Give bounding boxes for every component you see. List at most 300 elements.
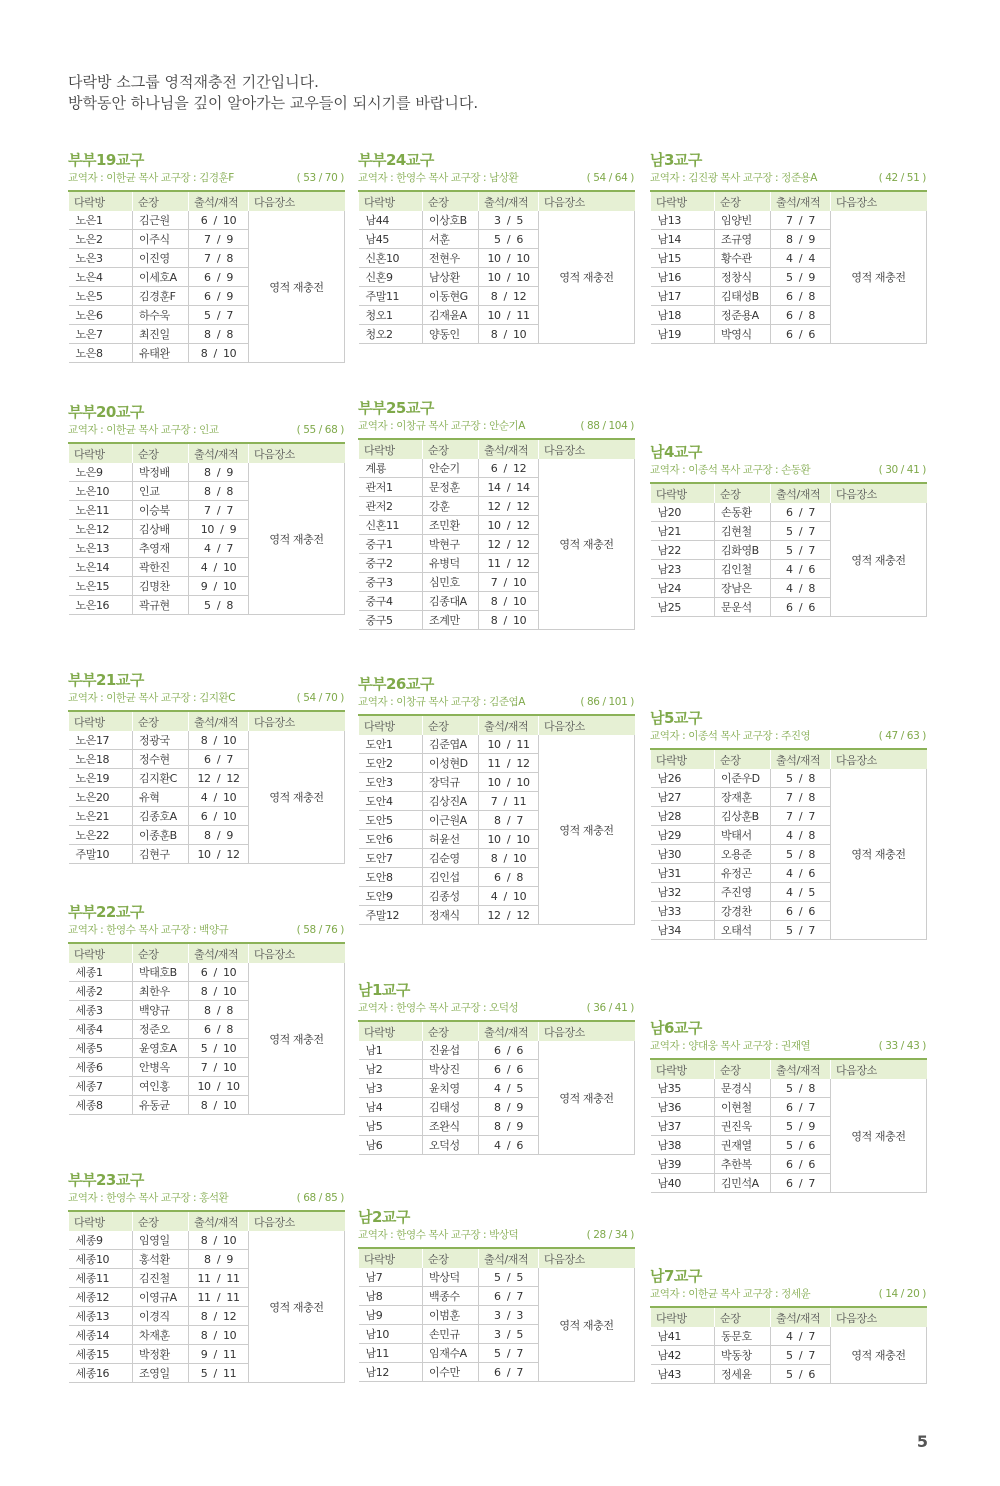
- district-group: [68, 1170, 344, 1383]
- attendance-cell: 5 / 9: [771, 268, 831, 287]
- district-staff: 교역자 : 이한균 목사 교구장 : 정세윤: [650, 1288, 811, 1300]
- leader-cell: 장덕규: [423, 773, 479, 792]
- district-attendance-total: ( 53 / 70 ): [296, 172, 344, 184]
- leader-cell: 정재식: [423, 906, 479, 925]
- room-cell: 남8: [359, 1287, 423, 1306]
- room-cell: 도안8: [359, 868, 423, 887]
- room-cell: 노은9: [69, 463, 133, 482]
- attendance-cell: 10 / 10: [479, 268, 539, 287]
- room-cell: 신혼10: [359, 249, 423, 268]
- attendance-cell: 5 / 8: [189, 596, 249, 615]
- column-header: 다음장소: [831, 483, 927, 503]
- room-cell: 중구5: [359, 611, 423, 630]
- room-cell: 중구2: [359, 554, 423, 573]
- next-place-cell: 영적 재충전: [249, 731, 345, 864]
- column-header: 순장: [715, 483, 771, 503]
- leader-cell: 김태성B: [715, 287, 771, 306]
- attendance-cell: 4 / 8: [771, 826, 831, 845]
- district-staff: 교역자 : 이창규 목사 교구장 : 김준엽A: [358, 696, 526, 708]
- district-table: [650, 1306, 927, 1384]
- room-cell: 노은2: [69, 230, 133, 249]
- table-header-row: [651, 749, 927, 769]
- district-info: [358, 1227, 634, 1243]
- room-cell: 남9: [359, 1306, 423, 1325]
- column-header: 출석/재적: [189, 443, 249, 463]
- column-header: 다음장소: [831, 749, 927, 769]
- room-cell: 관저1: [359, 478, 423, 497]
- attendance-cell: 6 / 6: [479, 1041, 539, 1060]
- leader-cell: 박정환: [133, 1345, 189, 1364]
- room-cell: 세종10: [69, 1250, 133, 1269]
- room-cell: 중구1: [359, 535, 423, 554]
- column-header: 다락방: [359, 439, 423, 459]
- room-cell: 노은19: [69, 769, 133, 788]
- attendance-cell: 4 / 7: [189, 539, 249, 558]
- leader-cell: 김준엽A: [423, 735, 479, 754]
- district-attendance-total: ( 14 / 20 ): [878, 1288, 926, 1300]
- attendance-cell: 8 / 10: [479, 325, 539, 344]
- attendance-cell: 10 / 10: [479, 830, 539, 849]
- attendance-cell: 6 / 6: [771, 325, 831, 344]
- district-info: [68, 1190, 344, 1206]
- attendance-cell: 7 / 10: [189, 1058, 249, 1077]
- leader-cell: 정세윤: [715, 1365, 771, 1384]
- table-header-row: [69, 943, 345, 963]
- room-cell: 세종15: [69, 1345, 133, 1364]
- column-header: 다락방: [69, 711, 133, 731]
- leader-cell: 인교: [133, 482, 189, 501]
- attendance-cell: 8 / 8: [189, 482, 249, 501]
- room-cell: 노은1: [69, 211, 133, 230]
- room-cell: 관저2: [359, 497, 423, 516]
- room-cell: 노은21: [69, 807, 133, 826]
- attendance-cell: 10 / 9: [189, 520, 249, 539]
- attendance-cell: 8 / 10: [189, 344, 249, 363]
- attendance-cell: 7 / 9: [189, 230, 249, 249]
- district-staff: 교역자 : 양대웅 목사 교구장 : 권재열: [650, 1040, 811, 1052]
- room-cell: 남23: [651, 560, 715, 579]
- next-place-cell: 영적 재충전: [831, 769, 927, 940]
- column-header: 다락방: [69, 191, 133, 211]
- district-title: 부부23교구: [68, 1171, 144, 1189]
- leader-cell: 동문호: [715, 1327, 771, 1346]
- room-cell: 노은10: [69, 482, 133, 501]
- room-cell: 세종4: [69, 1020, 133, 1039]
- column-header: 다락방: [651, 1307, 715, 1327]
- attendance-cell: 6 / 8: [771, 306, 831, 325]
- leader-cell: 박동창: [715, 1346, 771, 1365]
- leader-cell: 박영식: [715, 325, 771, 344]
- leader-cell: 김진철: [133, 1269, 189, 1288]
- column-header: 다음장소: [539, 191, 635, 211]
- column-header: 순장: [423, 1248, 479, 1268]
- room-cell: 세종2: [69, 982, 133, 1001]
- table-header-row: [69, 443, 345, 463]
- next-place-cell: 영적 재충전: [249, 463, 345, 615]
- next-place-cell: 영적 재충전: [539, 211, 635, 344]
- leader-cell: 김화영B: [715, 541, 771, 560]
- column-header: 출석/재적: [479, 439, 539, 459]
- room-cell: 노은20: [69, 788, 133, 807]
- district-table: [68, 710, 345, 864]
- leader-cell: 최진일: [133, 325, 189, 344]
- leader-cell: 강훈: [423, 497, 479, 516]
- attendance-cell: 6 / 6: [771, 598, 831, 617]
- column-header: 출석/재적: [771, 1059, 831, 1079]
- attendance-cell: 4 / 6: [771, 864, 831, 883]
- attendance-cell: 6 / 7: [189, 750, 249, 769]
- attendance-cell: 11 / 12: [479, 754, 539, 773]
- next-place-cell: 영적 재충전: [249, 1231, 345, 1383]
- attendance-cell: 8 / 10: [189, 731, 249, 750]
- attendance-cell: 8 / 9: [479, 1098, 539, 1117]
- room-cell: 남6: [359, 1136, 423, 1155]
- room-cell: 주말12: [359, 906, 423, 925]
- column-header: 다락방: [69, 943, 133, 963]
- room-cell: 세종16: [69, 1364, 133, 1383]
- attendance-cell: 10 / 11: [479, 306, 539, 325]
- room-cell: 남7: [359, 1268, 423, 1287]
- attendance-cell: 7 / 7: [771, 211, 831, 230]
- attendance-cell: 5 / 8: [771, 1079, 831, 1098]
- next-place-cell: 영적 재충전: [539, 1268, 635, 1382]
- column-header: 다음장소: [249, 443, 345, 463]
- attendance-cell: 8 / 10: [479, 611, 539, 630]
- attendance-cell: 6 / 7: [479, 1363, 539, 1382]
- district-info: [650, 1286, 926, 1302]
- leader-cell: 안병옥: [133, 1058, 189, 1077]
- leader-cell: 정준용A: [715, 306, 771, 325]
- district-info: [358, 418, 634, 434]
- room-cell: 노은4: [69, 268, 133, 287]
- column-header: 출석/재적: [479, 1248, 539, 1268]
- table-row: [69, 463, 345, 482]
- attendance-cell: 6 / 8: [189, 1020, 249, 1039]
- room-cell: 남31: [651, 864, 715, 883]
- column-header: 다락방: [359, 1248, 423, 1268]
- district-title: 남4교구: [650, 443, 702, 461]
- table-row: [69, 731, 345, 750]
- district-table: [358, 714, 635, 925]
- leader-cell: 강경찬: [715, 902, 771, 921]
- table-row: [651, 769, 927, 788]
- room-cell: 신혼9: [359, 268, 423, 287]
- attendance-cell: 5 / 6: [771, 1365, 831, 1384]
- leader-cell: 김상배: [133, 520, 189, 539]
- attendance-cell: 10 / 10: [479, 249, 539, 268]
- leader-cell: 김현철: [715, 522, 771, 541]
- attendance-cell: 4 / 5: [479, 1079, 539, 1098]
- room-cell: 세종13: [69, 1307, 133, 1326]
- column-header: 다음장소: [539, 1248, 635, 1268]
- column-header: 순장: [133, 443, 189, 463]
- attendance-cell: 5 / 6: [771, 1136, 831, 1155]
- district-table: [68, 190, 345, 363]
- leader-cell: 이경직: [133, 1307, 189, 1326]
- column-header: 다음장소: [831, 1307, 927, 1327]
- room-cell: 남3: [359, 1079, 423, 1098]
- leader-cell: 이현철: [715, 1098, 771, 1117]
- column-header: 순장: [423, 715, 479, 735]
- leader-cell: 유혁: [133, 788, 189, 807]
- district-attendance-total: ( 28 / 34 ): [586, 1229, 634, 1241]
- leader-cell: 남상환: [423, 268, 479, 287]
- attendance-cell: 6 / 7: [771, 503, 831, 522]
- room-cell: 남28: [651, 807, 715, 826]
- room-cell: 중구3: [359, 573, 423, 592]
- attendance-cell: 6 / 10: [189, 807, 249, 826]
- next-place-cell: 영적 재충전: [249, 963, 345, 1115]
- leader-cell: 여인홍: [133, 1077, 189, 1096]
- attendance-cell: 4 / 10: [189, 788, 249, 807]
- district-staff: 교역자 : 이창규 목사 교구장 : 안순기A: [358, 420, 526, 432]
- next-place-cell: 영적 재충전: [539, 459, 635, 630]
- attendance-cell: 3 / 5: [479, 1325, 539, 1344]
- room-cell: 도안4: [359, 792, 423, 811]
- room-cell: 남19: [651, 325, 715, 344]
- attendance-cell: 8 / 9: [479, 1117, 539, 1136]
- district-title: 남2교구: [358, 1208, 410, 1226]
- column-header: 출석/재적: [771, 749, 831, 769]
- district-staff: 교역자 : 이종석 목사 교구장 : 주진영: [650, 730, 811, 742]
- leader-cell: 권진욱: [715, 1117, 771, 1136]
- table-row: [359, 459, 635, 478]
- leader-cell: 김근원: [133, 211, 189, 230]
- district-table: [650, 748, 927, 940]
- room-cell: 도안1: [359, 735, 423, 754]
- table-header-row: [359, 1248, 635, 1268]
- attendance-cell: 8 / 10: [189, 1326, 249, 1345]
- column-header: 순장: [715, 749, 771, 769]
- leader-cell: 박현구: [423, 535, 479, 554]
- attendance-cell: 6 / 10: [189, 211, 249, 230]
- attendance-cell: 4 / 6: [771, 560, 831, 579]
- attendance-cell: 4 / 10: [189, 558, 249, 577]
- attendance-cell: 3 / 5: [479, 211, 539, 230]
- district-attendance-total: ( 55 / 68 ): [296, 424, 344, 436]
- district-title: 남1교구: [358, 981, 410, 999]
- leader-cell: 정수현: [133, 750, 189, 769]
- room-cell: 남13: [651, 211, 715, 230]
- attendance-cell: 12 / 12: [479, 906, 539, 925]
- leader-cell: 이진영: [133, 249, 189, 268]
- column-header: 출석/재적: [771, 191, 831, 211]
- room-cell: 남1: [359, 1041, 423, 1060]
- column-header: 다음장소: [249, 711, 345, 731]
- table-header-row: [651, 1307, 927, 1327]
- room-cell: 노은15: [69, 577, 133, 596]
- attendance-cell: 5 / 11: [189, 1364, 249, 1383]
- district-title: 남6교구: [650, 1019, 702, 1037]
- leader-cell: 황수관: [715, 249, 771, 268]
- leader-cell: 유병덕: [423, 554, 479, 573]
- room-cell: 세종1: [69, 963, 133, 982]
- room-cell: 남25: [651, 598, 715, 617]
- room-cell: 남15: [651, 249, 715, 268]
- attendance-cell: 5 / 8: [771, 769, 831, 788]
- room-cell: 남39: [651, 1155, 715, 1174]
- leader-cell: 윤영호A: [133, 1039, 189, 1058]
- column-header: 순장: [133, 191, 189, 211]
- district-attendance-total: ( 86 / 101 ): [580, 696, 634, 708]
- column-header: 다락방: [69, 1211, 133, 1231]
- attendance-cell: 5 / 10: [189, 1039, 249, 1058]
- leader-cell: 홍석환: [133, 1250, 189, 1269]
- next-place-cell: 영적 재충전: [249, 211, 345, 363]
- attendance-cell: 8 / 10: [189, 1231, 249, 1250]
- table-row: [359, 1268, 635, 1287]
- leader-cell: 이승북: [133, 501, 189, 520]
- leader-cell: 김지환C: [133, 769, 189, 788]
- intro-text: [68, 72, 478, 114]
- attendance-cell: 8 / 12: [189, 1307, 249, 1326]
- attendance-cell: 12 / 12: [479, 535, 539, 554]
- leader-cell: 이종훈B: [133, 826, 189, 845]
- district-group: [358, 150, 634, 344]
- table-row: [359, 735, 635, 754]
- column-header: 순장: [133, 711, 189, 731]
- next-place-cell: 영적 재충전: [539, 735, 635, 925]
- attendance-cell: 8 / 8: [189, 1001, 249, 1020]
- table-row: [651, 1327, 927, 1346]
- room-cell: 노은5: [69, 287, 133, 306]
- leader-cell: 장재훈: [715, 788, 771, 807]
- leader-cell: 김상훈B: [715, 807, 771, 826]
- table-row: [651, 211, 927, 230]
- column-header: 다락방: [359, 715, 423, 735]
- room-cell: 남35: [651, 1079, 715, 1098]
- column-header: 다음장소: [249, 943, 345, 963]
- attendance-cell: 8 / 9: [189, 1250, 249, 1269]
- leader-cell: 임양빈: [715, 211, 771, 230]
- district-info: [68, 922, 344, 938]
- attendance-cell: 5 / 9: [771, 1117, 831, 1136]
- column-header: 순장: [715, 191, 771, 211]
- room-cell: 세종8: [69, 1096, 133, 1115]
- attendance-cell: 5 / 7: [771, 522, 831, 541]
- leader-cell: 이동현G: [423, 287, 479, 306]
- attendance-cell: 12 / 12: [189, 769, 249, 788]
- district-group: [68, 150, 344, 363]
- column-header: 순장: [715, 1307, 771, 1327]
- room-cell: 남5: [359, 1117, 423, 1136]
- district-table: [68, 1210, 345, 1383]
- room-cell: 남32: [651, 883, 715, 902]
- leader-cell: 임영일: [133, 1231, 189, 1250]
- table-row: [359, 211, 635, 230]
- attendance-cell: 10 / 10: [189, 1077, 249, 1096]
- column-header: 다락방: [651, 483, 715, 503]
- district-title: 남3교구: [650, 151, 702, 169]
- column-header: 다락방: [651, 191, 715, 211]
- leader-cell: 이영규A: [133, 1288, 189, 1307]
- district-table: [358, 1247, 635, 1382]
- page-number: 5: [916, 1432, 928, 1451]
- leader-cell: 김현구: [133, 845, 189, 864]
- room-cell: 남18: [651, 306, 715, 325]
- column-header: 출석/재적: [189, 711, 249, 731]
- leader-cell: 문운석: [715, 598, 771, 617]
- table-header-row: [359, 715, 635, 735]
- district-staff: 교역자 : 한영수 목사 교구장 : 박상덕: [358, 1229, 519, 1241]
- table-row: [69, 211, 345, 230]
- district-attendance-total: ( 54 / 64 ): [586, 172, 634, 184]
- leader-cell: 심민호: [423, 573, 479, 592]
- district-info: [68, 690, 344, 706]
- leader-cell: 이세호A: [133, 268, 189, 287]
- district-staff: 교역자 : 이한균 목사 교구장 : 인교: [68, 424, 219, 436]
- attendance-cell: 11 / 12: [479, 554, 539, 573]
- room-cell: 도안9: [359, 887, 423, 906]
- attendance-cell: 3 / 3: [479, 1306, 539, 1325]
- district-info: [68, 170, 344, 186]
- district-info: [358, 694, 634, 710]
- table-row: [651, 1079, 927, 1098]
- attendance-cell: 8 / 10: [479, 592, 539, 611]
- room-cell: 남17: [651, 287, 715, 306]
- attendance-cell: 4 / 6: [479, 1136, 539, 1155]
- district-table: [650, 482, 927, 617]
- district-staff: 교역자 : 한영수 목사 교구장 : 홍석환: [68, 1192, 229, 1204]
- district-title: 부부21교구: [68, 671, 144, 689]
- room-cell: 남37: [651, 1117, 715, 1136]
- leader-cell: 유태완: [133, 344, 189, 363]
- district-info: [650, 1038, 926, 1054]
- attendance-cell: 4 / 4: [771, 249, 831, 268]
- attendance-cell: 14 / 14: [479, 478, 539, 497]
- room-cell: 남11: [359, 1344, 423, 1363]
- room-cell: 남21: [651, 522, 715, 541]
- leader-cell: 김경훈F: [133, 287, 189, 306]
- district-group: [68, 902, 344, 1115]
- column-header: 출석/재적: [189, 191, 249, 211]
- attendance-cell: 4 / 10: [479, 887, 539, 906]
- attendance-cell: 4 / 5: [771, 883, 831, 902]
- attendance-cell: 7 / 11: [479, 792, 539, 811]
- attendance-cell: 8 / 10: [189, 1096, 249, 1115]
- table-row: [69, 963, 345, 982]
- attendance-cell: 4 / 7: [771, 1327, 831, 1346]
- table-header-row: [651, 191, 927, 211]
- leader-cell: 문경식: [715, 1079, 771, 1098]
- district-title: 부부22교구: [68, 903, 144, 921]
- district-staff: 교역자 : 한영수 목사 교구장 : 백양규: [68, 924, 229, 936]
- leader-cell: 안순기: [423, 459, 479, 478]
- column-header: 순장: [423, 439, 479, 459]
- column-header: 순장: [423, 1021, 479, 1041]
- room-cell: 세종14: [69, 1326, 133, 1345]
- table-header-row: [69, 711, 345, 731]
- leader-cell: 최한우: [133, 982, 189, 1001]
- attendance-cell: 11 / 11: [189, 1288, 249, 1307]
- attendance-cell: 8 / 10: [479, 849, 539, 868]
- attendance-cell: 7 / 10: [479, 573, 539, 592]
- table-row: [651, 503, 927, 522]
- attendance-cell: 4 / 8: [771, 579, 831, 598]
- column-header: 출석/재적: [189, 1211, 249, 1231]
- attendance-cell: 10 / 11: [479, 735, 539, 754]
- room-cell: 남44: [359, 211, 423, 230]
- district-title: 부부25교구: [358, 399, 434, 417]
- district-group: [68, 670, 344, 864]
- leader-cell: 김상진A: [423, 792, 479, 811]
- intro-line-2: 방학동안 하나님을 깊이 알아가는 교우들이 되시기를 바랍니다.: [68, 94, 479, 112]
- room-cell: 도안3: [359, 773, 423, 792]
- leader-cell: 김태성: [423, 1098, 479, 1117]
- attendance-cell: 8 / 9: [771, 230, 831, 249]
- room-cell: 노은12: [69, 520, 133, 539]
- leader-cell: 문정훈: [423, 478, 479, 497]
